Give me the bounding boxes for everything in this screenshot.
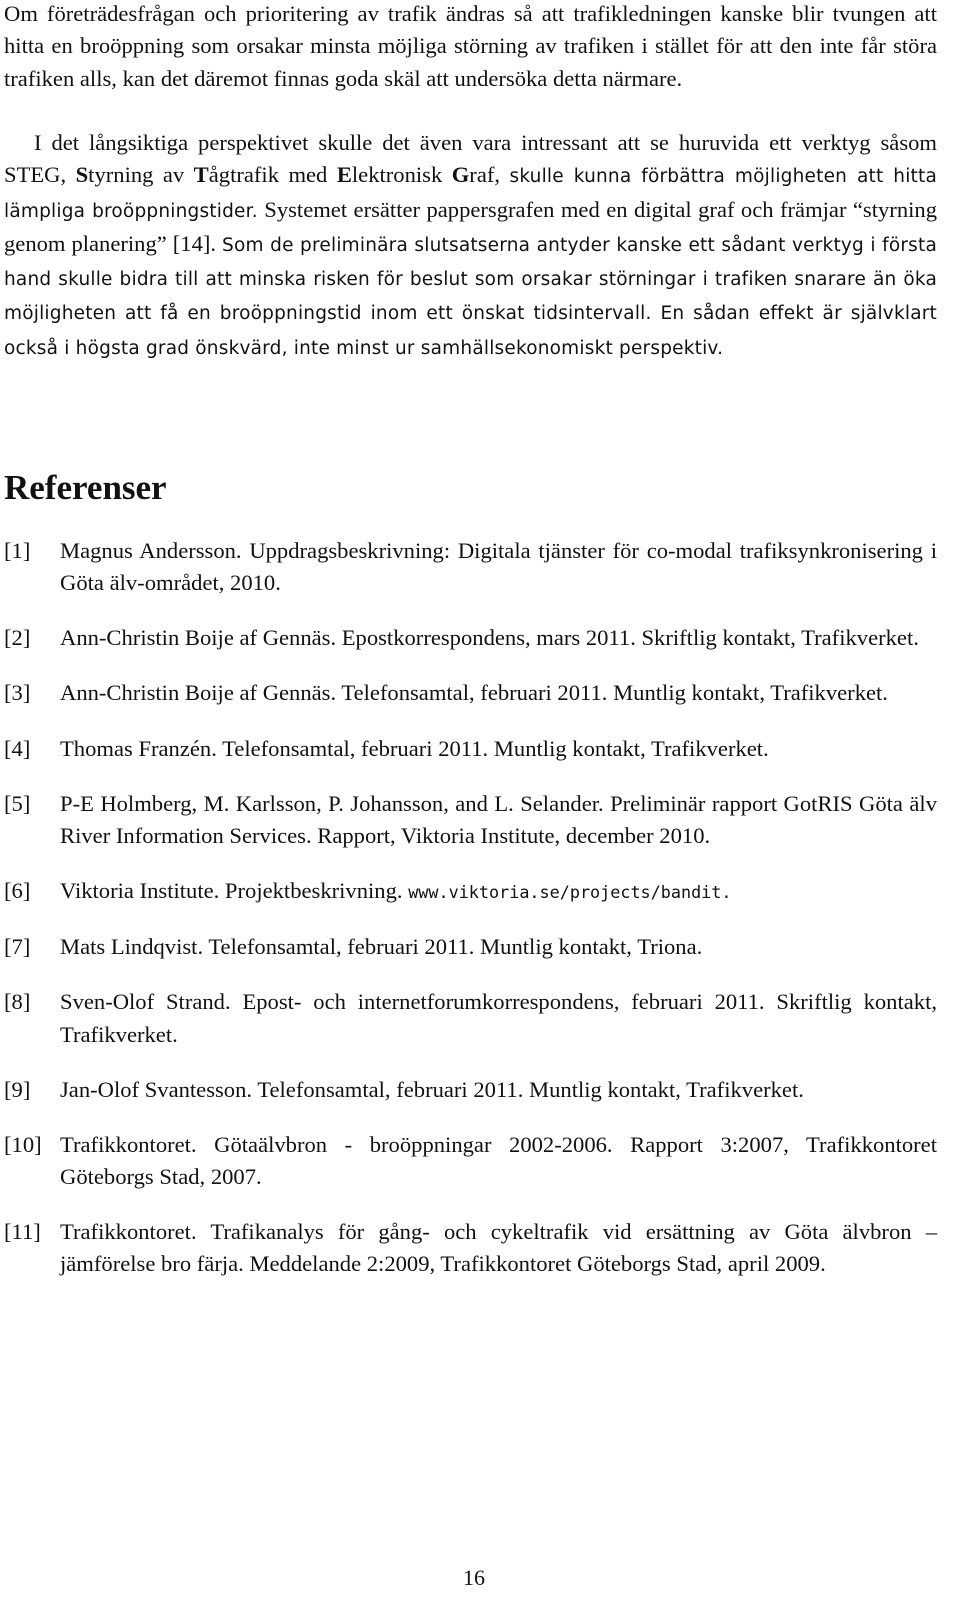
- acronym-word-3: lektronisk: [351, 162, 443, 188]
- reference-label: [5]: [4, 790, 31, 816]
- reference-label: [10]: [4, 1131, 42, 1157]
- reference-item: [4, 733, 937, 765]
- reference-text: Trafikkontoret. Trafikanalys för gång- och cykeltrafik vid ersättning av Göta älvbron – jämförelse bro färja. Meddelande 2:2009, Trafikkontoret Göteborgs Stad, april 2009.: [60, 1219, 937, 1277]
- reference-text: Thomas Franzén. Telefonsamtal, februari 2011. Muntlig kontakt, Trafikverket.: [60, 735, 769, 761]
- reference-text: Ann-Christin Boije af Gennäs. Epostkorrespondens, mars 2011. Skriftlig kontakt, Trafikverket.: [60, 625, 919, 651]
- reference-label: [8]: [4, 989, 31, 1015]
- acronym-letter-e: E: [336, 162, 352, 188]
- acronym-word-1: tyrning av: [88, 162, 185, 188]
- paragraph-end-text: Som de preliminära slutsatserna antyder kanske ett sådant verktyg i första hand skulle bidra till att minska risken för beslut som orsakar störningar i trafiken snarare än öka möjligheten att få en broöppningstid inom ett önskat tidsintervall. En sådan effekt är självklart också i högsta grad önskvärd, inte minst ur samhällsekonomiskt perspektiv.: [4, 234, 937, 359]
- acronym-word-2: ågtrafik med: [208, 162, 328, 188]
- reference-label: [2]: [4, 625, 31, 651]
- reference-item: [4, 1216, 937, 1281]
- paragraph-intro-text: I det långsiktiga perspektivet skulle det även vara intressant att se huruvida ett verktyg såsom STEG,: [4, 130, 937, 188]
- reference-label: [1]: [4, 538, 31, 563]
- reference-text: Mats Lindqvist. Telefonsamtal, februari 2011. Muntlig kontakt, Triona.: [60, 934, 703, 960]
- reference-label: [9]: [4, 1076, 31, 1102]
- reference-text: Sven-Olof Strand. Epost- och internetforumkorrespondens, februari 2011. Skriftlig kontakt, Trafikverket.: [60, 989, 937, 1047]
- acronym-letter-g: G: [451, 162, 470, 188]
- document-page: [4, 0, 937, 1605]
- reference-label: [3]: [4, 680, 31, 706]
- paragraph-sans-tail: Systemet ersätter pappersgrafen med en digital graf och främjar “styrning genom planering” [14].: [4, 196, 937, 256]
- reference-text: Magnus Andersson. Uppdragsbeskrivning: Digitala tjänster för co-modal trafiksynkronisering i Göta älv-området, 2010.: [60, 538, 937, 596]
- reference-item: [4, 788, 937, 853]
- paragraph-traffic-priority: Om företrädesfrågan och prioritering av trafik ändras så att trafikledningen kanske blir tvungen att hitta en broöppning som orsakar minsta möjliga störning av trafiken i stället för att den inte får störa trafiken alls, kan det däremot finnas goda skäl att undersöka detta närmare.: [4, 1, 937, 91]
- paragraph-mid-text: skulle kunna förbättra möjligheten att hitta lämpliga broöppningstider.: [4, 166, 937, 222]
- reference-text: Jan-Olof Svantesson. Telefonsamtal, februari 2011. Muntlig kontakt, Trafikverket.: [60, 1076, 804, 1102]
- reference-text: Viktoria Institute. Projektbeskrivning.: [60, 878, 403, 904]
- reference-list: [4, 535, 937, 1304]
- reference-item: [4, 986, 937, 1051]
- section-title-references: Referenser: [4, 468, 167, 507]
- reference-url-link[interactable]: www.viktoria.se/projects/bandit.: [408, 882, 732, 903]
- reference-label: [7]: [4, 934, 31, 960]
- reference-item: [4, 677, 937, 709]
- acronym-letter-s: S: [75, 162, 89, 188]
- reference-item: [4, 875, 937, 908]
- reference-label: [4]: [4, 735, 31, 761]
- acronym-letter-t: T: [193, 162, 209, 188]
- reference-label: [6]: [4, 878, 31, 904]
- reference-item: [4, 622, 937, 654]
- reference-item: [4, 535, 937, 600]
- reference-item: [4, 1129, 937, 1194]
- reference-item: [4, 1074, 937, 1106]
- paragraph-long-term-perspective: [4, 127, 937, 365]
- acronym-word-4: raf,: [469, 162, 501, 188]
- reference-text: Ann-Christin Boije af Gennäs. Telefonsamtal, februari 2011. Muntlig kontakt, Trafikverket.: [60, 680, 888, 706]
- reference-text: Trafikkontoret. Götaälvbron - broöppningar 2002-2006. Rapport 3:2007, Trafikkontoret Göteborgs Stad, 2007.: [60, 1131, 937, 1190]
- reference-text: P-E Holmberg, M. Karlsson, P. Johansson, and L. Selander. Preliminär rapport GotRIS Göta älv River Information Services. Rapport, Viktoria Institute, december 2010.: [60, 790, 937, 848]
- page-number: 16: [463, 1565, 485, 1590]
- reference-label: [11]: [4, 1219, 41, 1245]
- reference-item: [4, 931, 937, 963]
- reference-text-with-url: [60, 875, 937, 908]
